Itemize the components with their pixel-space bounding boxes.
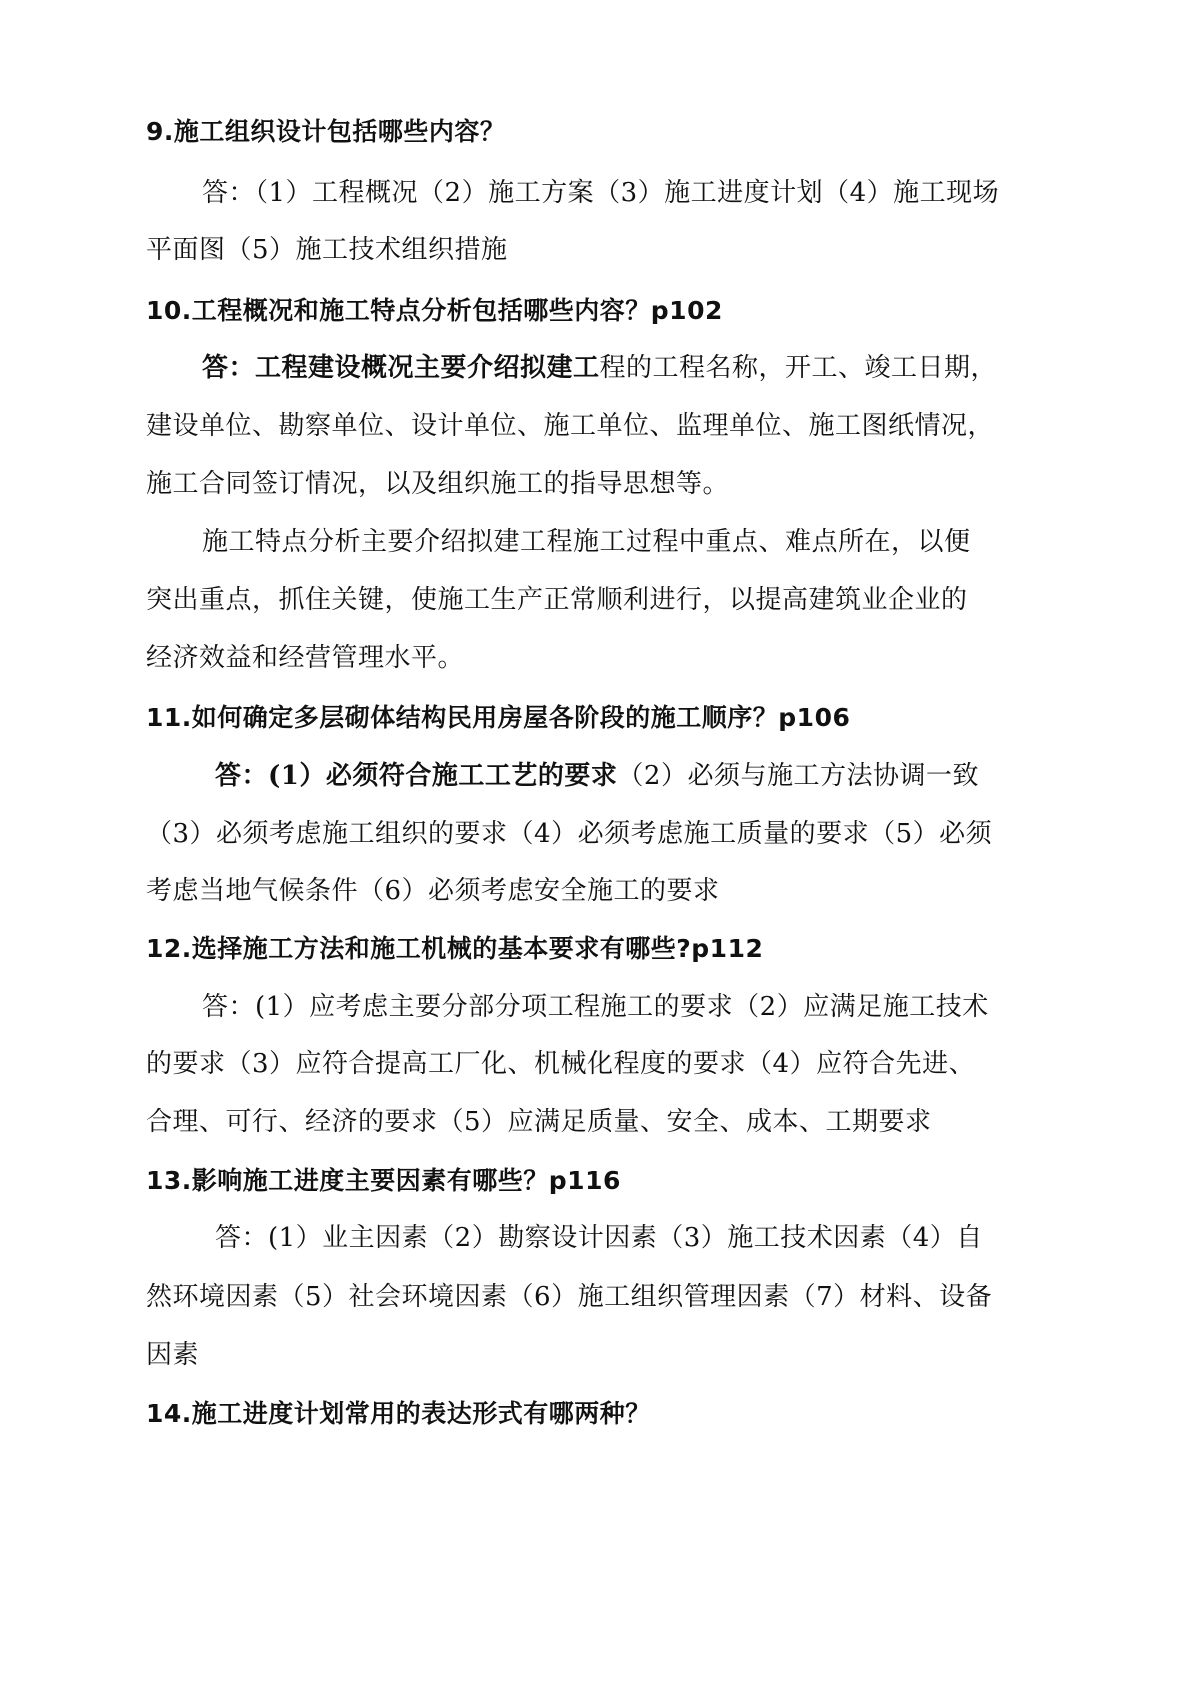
answer-10-rest: 程的工程名称，开工、竣工日期， [599,353,998,383]
answer-13-line-2: 然环境因素（5）社会环境因素（6）施工组织管理因素（7）材料、设备 [146,1282,993,1312]
answer-10-line-1 [202,344,997,392]
answer-10-bold-lead: 答：工程建设概况主要介绍拟建工 [202,353,600,383]
answer-13-line-3: 因素 [146,1340,200,1370]
question-9: 9.施工组织设计包括哪些内容？ [146,117,506,146]
question-10: 10.工程概况和施工特点分析包括哪些内容？p102 [146,296,723,325]
answer-10-line-2: 建设单位、勘察单位、设计单位、施工单位、监理单位、施工图纸情况， [146,411,995,441]
answer-13-line-1: 答：(1）业主因素（2）勘察设计因素（3）施工技术因素（4）自 [215,1223,983,1253]
answer-10-line-3: 施工合同签订情况，以及组织施工的指导思想等。 [146,469,730,499]
answer-12-line-2: 的要求（3）应符合提高工厂化、机械化程度的要求（4）应符合先进、 [146,1049,976,1079]
question-14: 14.施工进度计划常用的表达形式有哪两种？ [146,1399,651,1428]
answer-10-line-5: 突出重点，抓住关键，使施工生产正常顺利进行，以提高建筑业企业的 [146,585,968,615]
question-12: 12.选择施工方法和施工机械的基本要求有哪些?p112 [146,934,764,963]
answer-11-line-2: （3）必须考虑施工组织的要求（4）必须考虑施工质量的要求（5）必须 [146,819,993,849]
answer-9-line-2: 平面图（5）施工技术组织措施 [146,235,508,265]
answer-12-line-3: 合理、可行、经济的要求（5）应满足质量、安全、成本、工期要求 [146,1107,932,1137]
answer-9-line-1: 答：（1）工程概况（2）施工方案（3）施工进度计划（4）施工现场 [202,178,1000,208]
question-11: 11.如何确定多层砌体结构民用房屋各阶段的施工顺序？p106 [146,703,851,732]
answer-11-bold-lead: 答：(1）必须符合施工工艺的要求 [215,761,618,791]
answer-12-line-1: 答：(1）应考虑主要分部分项工程施工的要求（2）应满足施工技术 [202,992,989,1022]
answer-10-line-6: 经济效益和经营管理水平。 [146,643,465,673]
answer-11-line-3: 考虑当地气候条件（6）必须考虑安全施工的要求 [146,876,720,906]
question-13: 13.影响施工进度主要因素有哪些？p116 [146,1166,621,1195]
answer-10-line-4: 施工特点分析主要介绍拟建工程施工过程中重点、难点所在，以便 [202,527,971,557]
answer-11-line-1 [215,752,979,800]
answer-11-rest: （2）必须与施工方法协调一致 [617,761,979,791]
